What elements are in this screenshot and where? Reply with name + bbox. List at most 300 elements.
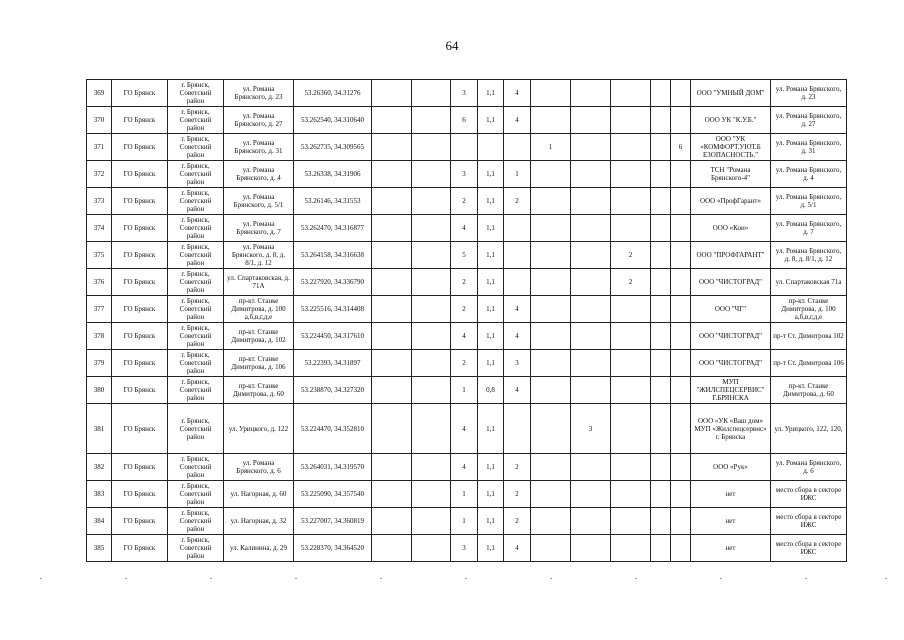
municipality-cell: ГО Брянск bbox=[112, 377, 168, 404]
municipality-cell: ГО Брянск bbox=[112, 454, 168, 481]
address-cell: ул. Романа Брянского, д. 4 bbox=[224, 161, 294, 188]
col15-cell bbox=[671, 535, 691, 562]
waste-sources-cell: пр-кт. Станке Димитрова, д. 60 bbox=[771, 377, 847, 404]
col15-cell bbox=[671, 404, 691, 454]
table-row bbox=[87, 107, 847, 134]
municipality-cell: ГО Брянск bbox=[112, 242, 168, 269]
container-type-cell bbox=[504, 242, 531, 269]
coordinates-cell: 53.228370, 34.364520 bbox=[294, 535, 372, 562]
col13-cell bbox=[611, 296, 651, 323]
col6-cell bbox=[372, 377, 412, 404]
waste-sources-cell: пр-т Ст. Димитрова 102 bbox=[771, 323, 847, 350]
waste-sources-cell: ул. Романа Брянского, д. 31 bbox=[771, 134, 847, 161]
waste-sources-cell: место сбора в секторе ИЖС bbox=[771, 535, 847, 562]
municipality-cell: ГО Брянск bbox=[112, 323, 168, 350]
container-volume-cell: 0,8 bbox=[478, 377, 504, 404]
col12-cell bbox=[571, 535, 611, 562]
address-cell: ул. Романа Брянского, д. 23 bbox=[224, 80, 294, 107]
row-number-cell: 379 bbox=[87, 350, 112, 377]
col7-cell bbox=[412, 323, 451, 350]
col12-cell bbox=[571, 481, 611, 508]
col12-cell bbox=[571, 80, 611, 107]
col6-cell bbox=[372, 107, 412, 134]
table-row bbox=[87, 481, 847, 508]
owner-cell: ООО "ЧИСТОГРАД" bbox=[691, 350, 771, 377]
col14-cell bbox=[651, 350, 671, 377]
waste-sources-cell: ул. Романа Брянского, д. 6 bbox=[771, 454, 847, 481]
col13-cell bbox=[611, 188, 651, 215]
col14-cell bbox=[651, 107, 671, 134]
locality-cell: г. Брянск, Советский район bbox=[168, 161, 224, 188]
col6-cell bbox=[372, 161, 412, 188]
address-cell: ул. Романа Брянского, д. 7 bbox=[224, 215, 294, 242]
coordinates-cell: 53.227920, 34.336790 bbox=[294, 269, 372, 296]
col12-cell bbox=[571, 454, 611, 481]
container-type-cell: 4 bbox=[504, 377, 531, 404]
table-row bbox=[87, 296, 847, 323]
col7-cell bbox=[412, 454, 451, 481]
col15-cell bbox=[671, 80, 691, 107]
container-type-cell: 2 bbox=[504, 454, 531, 481]
col6-cell bbox=[372, 535, 412, 562]
address-cell: ул. Романа Брянского, д. 27 bbox=[224, 107, 294, 134]
col14-cell bbox=[651, 296, 671, 323]
container-type-cell: 4 bbox=[504, 80, 531, 107]
locality-cell: г. Брянск, Советский район bbox=[168, 508, 224, 535]
locality-cell: г. Брянск, Советский район bbox=[168, 350, 224, 377]
municipality-cell: ГО Брянск bbox=[112, 296, 168, 323]
col12-cell bbox=[571, 377, 611, 404]
col15-cell bbox=[671, 296, 691, 323]
locality-cell: г. Брянск, Советский район bbox=[168, 323, 224, 350]
owner-cell: МУП "ЖИЛСПЕЦСЕРВИС" Г.БРЯНСКА bbox=[691, 377, 771, 404]
locality-cell: г. Брянск, Советский район bbox=[168, 535, 224, 562]
coordinates-cell: 53.262540, 34.310640 bbox=[294, 107, 372, 134]
locality-cell: г. Брянск, Советский район bbox=[168, 481, 224, 508]
locality-cell: г. Брянск, Советский район bbox=[168, 377, 224, 404]
col12-cell: 3 bbox=[571, 404, 611, 454]
owner-cell: ООО «ПрофГарант» bbox=[691, 188, 771, 215]
col14-cell bbox=[651, 323, 671, 350]
table-row bbox=[87, 350, 847, 377]
col12-cell bbox=[571, 323, 611, 350]
coordinates-cell: 53.227007, 34.360819 bbox=[294, 508, 372, 535]
row-number-cell: 378 bbox=[87, 323, 112, 350]
locality-cell: г. Брянск, Советский район bbox=[168, 107, 224, 134]
coordinates-cell: 53.26360, 34.31276 bbox=[294, 80, 372, 107]
container-count-cell: 2 bbox=[451, 296, 478, 323]
owner-cell: ООО УК "К.У.Б." bbox=[691, 107, 771, 134]
waste-sources-cell: ул. Романа Брянского, д. 4 bbox=[771, 161, 847, 188]
container-type-cell: 4 bbox=[504, 535, 531, 562]
coordinates-cell: 53.225516, 34.314408 bbox=[294, 296, 372, 323]
table-body bbox=[87, 80, 847, 562]
row-number-cell: 376 bbox=[87, 269, 112, 296]
address-cell: ул. Романа Брянского, д. 5/1 bbox=[224, 188, 294, 215]
col15-cell bbox=[671, 323, 691, 350]
address-cell: ул. Романа Брянского, д. 8, д. 8/1, д. 12 bbox=[224, 242, 294, 269]
row-number-cell: 369 bbox=[87, 80, 112, 107]
locality-cell: г. Брянск, Советский район bbox=[168, 188, 224, 215]
container-volume-cell: 1,1 bbox=[478, 323, 504, 350]
container-volume-cell: 1,1 bbox=[478, 350, 504, 377]
owner-cell: ООО "ЧИСТОГРАД" bbox=[691, 323, 771, 350]
table-row bbox=[87, 269, 847, 296]
container-volume-cell: 1,1 bbox=[478, 508, 504, 535]
col11-cell bbox=[531, 269, 571, 296]
waste-sources-cell: ул. Романа Брянского, д. 7 bbox=[771, 215, 847, 242]
col12-cell bbox=[571, 350, 611, 377]
col11-cell bbox=[531, 404, 571, 454]
col11-cell bbox=[531, 508, 571, 535]
table-row bbox=[87, 80, 847, 107]
col7-cell bbox=[412, 296, 451, 323]
address-cell: пр-кт. Станке Димитрова, д. 106 bbox=[224, 350, 294, 377]
col14-cell bbox=[651, 134, 671, 161]
owner-cell: ООО "УМНЫЙ ДОМ" bbox=[691, 80, 771, 107]
col6-cell bbox=[372, 215, 412, 242]
owner-cell: ООО «УК «Ваш дом» МУП «Жилспецсервис» г. Брянска bbox=[691, 404, 771, 454]
col6-cell bbox=[372, 350, 412, 377]
row-number-cell: 377 bbox=[87, 296, 112, 323]
container-volume-cell: 1,1 bbox=[478, 161, 504, 188]
container-volume-cell: 1,1 bbox=[478, 80, 504, 107]
col7-cell bbox=[412, 215, 451, 242]
address-cell: ул. Спартаковская, д. 71А bbox=[224, 269, 294, 296]
col7-cell bbox=[412, 107, 451, 134]
waste-sources-cell: ул. Спартаковская 71а bbox=[771, 269, 847, 296]
col13-cell bbox=[611, 535, 651, 562]
col13-cell bbox=[611, 350, 651, 377]
locality-cell: г. Брянск, Советский район bbox=[168, 404, 224, 454]
col11-cell bbox=[531, 188, 571, 215]
owner-cell: ООО "ЧИСТОГРАД" bbox=[691, 269, 771, 296]
waste-sources-cell: ул. Романа Брянского, д. 8, д. 8/1, д. 12 bbox=[771, 242, 847, 269]
col12-cell bbox=[571, 269, 611, 296]
container-count-cell: 1 bbox=[451, 481, 478, 508]
col7-cell bbox=[412, 80, 451, 107]
col6-cell bbox=[372, 323, 412, 350]
address-cell: ул. Урицкого, д. 122 bbox=[224, 404, 294, 454]
coordinates-cell: 53.262470, 34.316877 bbox=[294, 215, 372, 242]
col14-cell bbox=[651, 481, 671, 508]
col12-cell bbox=[571, 134, 611, 161]
col14-cell bbox=[651, 535, 671, 562]
coordinates-cell: 53.238870, 34.327320 bbox=[294, 377, 372, 404]
col7-cell bbox=[412, 535, 451, 562]
col15-cell bbox=[671, 242, 691, 269]
col6-cell bbox=[372, 188, 412, 215]
row-number-cell: 373 bbox=[87, 188, 112, 215]
col6-cell bbox=[372, 508, 412, 535]
col11-cell bbox=[531, 323, 571, 350]
container-type-cell bbox=[504, 404, 531, 454]
col15-cell: 6 bbox=[671, 134, 691, 161]
col11-cell: 1 bbox=[531, 134, 571, 161]
col15-cell bbox=[671, 481, 691, 508]
page-number: 64 bbox=[445, 38, 459, 53]
container-volume-cell: 1,1 bbox=[478, 269, 504, 296]
table-row bbox=[87, 404, 847, 454]
container-volume-cell: 1,1 bbox=[478, 535, 504, 562]
container-count-cell: 2 bbox=[451, 350, 478, 377]
col15-cell bbox=[671, 161, 691, 188]
container-volume-cell: 1,1 bbox=[478, 296, 504, 323]
col11-cell bbox=[531, 481, 571, 508]
col12-cell bbox=[571, 188, 611, 215]
municipality-cell: ГО Брянск bbox=[112, 481, 168, 508]
container-count-cell: 4 bbox=[451, 404, 478, 454]
container-count-cell: 6 bbox=[451, 107, 478, 134]
container-count-cell: 5 bbox=[451, 242, 478, 269]
scan-dot-artifacts bbox=[30, 578, 890, 584]
col6-cell bbox=[372, 269, 412, 296]
row-number-cell: 374 bbox=[87, 215, 112, 242]
col15-cell bbox=[671, 215, 691, 242]
waste-sources-cell: ул. Романа Брянского, д. 5/1 bbox=[771, 188, 847, 215]
coordinates-cell: 53.262735, 34.309565 bbox=[294, 134, 372, 161]
col6-cell bbox=[372, 242, 412, 269]
address-cell: пр-кт. Станке Димитрова, д. 102 bbox=[224, 323, 294, 350]
locality-cell: г. Брянск, Советский район bbox=[168, 134, 224, 161]
container-type-cell bbox=[504, 134, 531, 161]
locality-cell: г. Брянск, Советский район bbox=[168, 269, 224, 296]
container-volume-cell: 1,1 bbox=[478, 481, 504, 508]
coordinates-cell: 53.264031, 34.319570 bbox=[294, 454, 372, 481]
locality-cell: г. Брянск, Советский район bbox=[168, 296, 224, 323]
table-row bbox=[87, 323, 847, 350]
container-volume-cell: 1,1 bbox=[478, 242, 504, 269]
col7-cell bbox=[412, 242, 451, 269]
col13-cell bbox=[611, 404, 651, 454]
col11-cell bbox=[531, 80, 571, 107]
municipality-cell: ГО Брянск bbox=[112, 404, 168, 454]
container-volume-cell bbox=[478, 134, 504, 161]
locality-cell: г. Брянск, Советский район bbox=[168, 454, 224, 481]
container-volume-cell: 1,1 bbox=[478, 454, 504, 481]
col7-cell bbox=[412, 161, 451, 188]
container-count-cell: 3 bbox=[451, 535, 478, 562]
col13-cell bbox=[611, 107, 651, 134]
address-cell: ул. Нагорная, д. 32 bbox=[224, 508, 294, 535]
container-count-cell: 2 bbox=[451, 269, 478, 296]
container-count-cell: 4 bbox=[451, 323, 478, 350]
municipality-cell: ГО Брянск bbox=[112, 80, 168, 107]
owner-cell: ТСН "Романа Брянского-4" bbox=[691, 161, 771, 188]
municipality-cell: ГО Брянск bbox=[112, 134, 168, 161]
col11-cell bbox=[531, 296, 571, 323]
row-number-cell: 382 bbox=[87, 454, 112, 481]
owner-cell: нет bbox=[691, 481, 771, 508]
owner-cell: ООО «Кои» bbox=[691, 215, 771, 242]
col15-cell bbox=[671, 508, 691, 535]
table-row bbox=[87, 535, 847, 562]
container-type-cell: 2 bbox=[504, 188, 531, 215]
container-type-cell: 2 bbox=[504, 481, 531, 508]
col6-cell bbox=[372, 404, 412, 454]
municipality-cell: ГО Брянск bbox=[112, 535, 168, 562]
waste-sources-cell: пр-кт. Станке Димитрова, д. 100 а,б,в,г,д,е bbox=[771, 296, 847, 323]
container-count-cell bbox=[451, 134, 478, 161]
coordinates-cell: 53.22393, 34.31897 bbox=[294, 350, 372, 377]
row-number-cell: 380 bbox=[87, 377, 112, 404]
col15-cell bbox=[671, 377, 691, 404]
container-type-cell bbox=[504, 215, 531, 242]
row-number-cell: 371 bbox=[87, 134, 112, 161]
table-row bbox=[87, 508, 847, 535]
coordinates-cell: 53.224470, 34.352810 bbox=[294, 404, 372, 454]
table-row bbox=[87, 242, 847, 269]
col12-cell bbox=[571, 161, 611, 188]
container-volume-cell: 1,1 bbox=[478, 215, 504, 242]
col14-cell bbox=[651, 80, 671, 107]
col11-cell bbox=[531, 454, 571, 481]
address-cell: ул. Калинина, д. 29 bbox=[224, 535, 294, 562]
col7-cell bbox=[412, 350, 451, 377]
col13-cell: 2 bbox=[611, 269, 651, 296]
municipality-cell: ГО Брянск bbox=[112, 215, 168, 242]
waste-collection-sites-table bbox=[86, 79, 847, 562]
coordinates-cell: 53.26146, 34.31553 bbox=[294, 188, 372, 215]
col13-cell bbox=[611, 134, 651, 161]
col14-cell bbox=[651, 242, 671, 269]
col14-cell bbox=[651, 269, 671, 296]
container-type-cell: 3 bbox=[504, 350, 531, 377]
col15-cell bbox=[671, 350, 691, 377]
col14-cell bbox=[651, 161, 671, 188]
col7-cell bbox=[412, 481, 451, 508]
col11-cell bbox=[531, 350, 571, 377]
col13-cell bbox=[611, 161, 651, 188]
col13-cell bbox=[611, 481, 651, 508]
row-number-cell: 383 bbox=[87, 481, 112, 508]
waste-sources-cell: ул. Романа Брянского, д. 23 bbox=[771, 80, 847, 107]
municipality-cell: ГО Брянск bbox=[112, 188, 168, 215]
col11-cell bbox=[531, 377, 571, 404]
container-type-cell: 4 bbox=[504, 296, 531, 323]
col12-cell bbox=[571, 215, 611, 242]
address-cell: ул. Романа Брянского, д. 6 bbox=[224, 454, 294, 481]
col7-cell bbox=[412, 188, 451, 215]
col7-cell bbox=[412, 269, 451, 296]
col11-cell bbox=[531, 535, 571, 562]
municipality-cell: ГО Брянск bbox=[112, 161, 168, 188]
table-row bbox=[87, 215, 847, 242]
col12-cell bbox=[571, 107, 611, 134]
col11-cell bbox=[531, 242, 571, 269]
owner-cell: нет bbox=[691, 535, 771, 562]
col7-cell bbox=[412, 404, 451, 454]
table-row bbox=[87, 161, 847, 188]
locality-cell: г. Брянск, Советский район bbox=[168, 215, 224, 242]
row-number-cell: 385 bbox=[87, 535, 112, 562]
col6-cell bbox=[372, 296, 412, 323]
row-number-cell: 370 bbox=[87, 107, 112, 134]
col14-cell bbox=[651, 454, 671, 481]
container-volume-cell: 1,1 bbox=[478, 404, 504, 454]
address-cell: ул. Романа Брянского, д. 31 bbox=[224, 134, 294, 161]
coordinates-cell: 53.225090, 34.357540 bbox=[294, 481, 372, 508]
col11-cell bbox=[531, 215, 571, 242]
owner-cell: ООО "УК «КОМФОРТ.УЮТ.Б ЕЗОПАСНОСТЬ." bbox=[691, 134, 771, 161]
table-row bbox=[87, 454, 847, 481]
locality-cell: г. Брянск, Советский район bbox=[168, 242, 224, 269]
container-type-cell: 4 bbox=[504, 323, 531, 350]
waste-sources-cell: место сбора в секторе ИЖС bbox=[771, 508, 847, 535]
col6-cell bbox=[372, 481, 412, 508]
container-count-cell: 2 bbox=[451, 188, 478, 215]
col13-cell bbox=[611, 215, 651, 242]
col14-cell bbox=[651, 377, 671, 404]
container-volume-cell: 1,1 bbox=[478, 188, 504, 215]
col11-cell bbox=[531, 107, 571, 134]
waste-sources-cell: место сбора в секторе ИЖС bbox=[771, 481, 847, 508]
col15-cell bbox=[671, 454, 691, 481]
col7-cell bbox=[412, 134, 451, 161]
col7-cell bbox=[412, 508, 451, 535]
row-number-cell: 381 bbox=[87, 404, 112, 454]
container-count-cell: 3 bbox=[451, 80, 478, 107]
row-number-cell: 384 bbox=[87, 508, 112, 535]
col12-cell bbox=[571, 296, 611, 323]
col12-cell bbox=[571, 242, 611, 269]
waste-sources-cell: ул. Урицкого, 122, 120, bbox=[771, 404, 847, 454]
container-count-cell: 1 bbox=[451, 377, 478, 404]
municipality-cell: ГО Брянск bbox=[112, 107, 168, 134]
col7-cell bbox=[412, 377, 451, 404]
col13-cell bbox=[611, 80, 651, 107]
col14-cell bbox=[651, 188, 671, 215]
container-volume-cell: 1,1 bbox=[478, 107, 504, 134]
municipality-cell: ГО Брянск bbox=[112, 350, 168, 377]
col15-cell bbox=[671, 107, 691, 134]
container-count-cell: 4 bbox=[451, 454, 478, 481]
coordinates-cell: 53.264158, 34.316638 bbox=[294, 242, 372, 269]
col13-cell bbox=[611, 454, 651, 481]
row-number-cell: 372 bbox=[87, 161, 112, 188]
col14-cell bbox=[651, 404, 671, 454]
table-row bbox=[87, 134, 847, 161]
address-cell: ул. Нагорная, д. 60 bbox=[224, 481, 294, 508]
col11-cell bbox=[531, 161, 571, 188]
owner-cell: ООО "ПРОФГАРАНТ" bbox=[691, 242, 771, 269]
owner-cell: ООО «Рук» bbox=[691, 454, 771, 481]
locality-cell: г. Брянск, Советский район bbox=[168, 80, 224, 107]
col14-cell bbox=[651, 215, 671, 242]
container-type-cell: 1 bbox=[504, 161, 531, 188]
col6-cell bbox=[372, 80, 412, 107]
row-number-cell: 375 bbox=[87, 242, 112, 269]
coordinates-cell: 53.26338, 34.31906 bbox=[294, 161, 372, 188]
container-type-cell: 4 bbox=[504, 107, 531, 134]
container-count-cell: 1 bbox=[451, 508, 478, 535]
col13-cell bbox=[611, 508, 651, 535]
waste-sources-cell: ул. Романа Брянского, д. 27 bbox=[771, 107, 847, 134]
container-type-cell: 2 bbox=[504, 508, 531, 535]
col12-cell bbox=[571, 508, 611, 535]
table-row bbox=[87, 188, 847, 215]
col15-cell bbox=[671, 269, 691, 296]
col13-cell: 2 bbox=[611, 242, 651, 269]
container-count-cell: 4 bbox=[451, 215, 478, 242]
container-type-cell bbox=[504, 269, 531, 296]
col15-cell bbox=[671, 188, 691, 215]
owner-cell: ООО "ЧГ" bbox=[691, 296, 771, 323]
table-row bbox=[87, 377, 847, 404]
col6-cell bbox=[372, 134, 412, 161]
col13-cell bbox=[611, 377, 651, 404]
container-count-cell: 3 bbox=[451, 161, 478, 188]
